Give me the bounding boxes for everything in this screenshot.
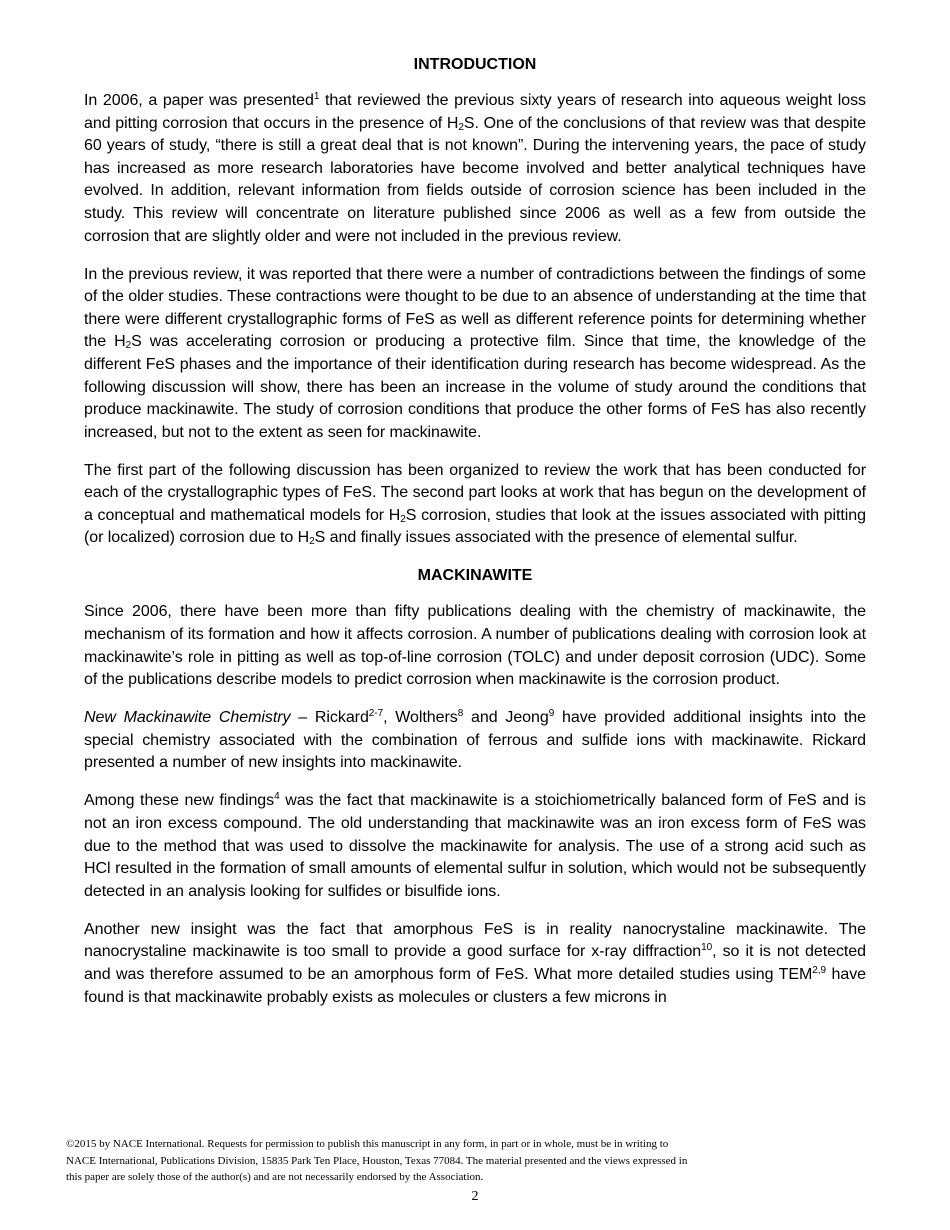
mackinawite-paragraph-2 xyxy=(84,707,866,775)
mackinawite-paragraph-1: Since 2006, there have been more than fifty publications dealing with the chemistry of mackinawite, the mechanism of its formation and how it affects corrosion. A number of publications dealing with corrosion look at mackinawite’s role in pitting as well as top-of-line corrosion (TOLC) and under deposit corrosion (UDC). Some of the publications describe models to predict corrosion when mackinawite is the corrosion product. xyxy=(84,603,866,689)
text-span: The first part of the following discussion has been organized to review the work that has been conducted for each of the crystallographic types of FeS. The second part looks at work that has begun on the development of a conceptual and mathematical models for H xyxy=(84,461,866,524)
reference-superscript: 10 xyxy=(701,942,713,954)
text-span: S was accelerating corrosion or producing a protective film. Since that time, the knowledge of the different FeS phases and the importance of their identification during research has become widespread. As the following discussion will show, there has been an increase in the volume of study around the conditions that produce mackinawite. The study of corrosion conditions that produce the other forms of FeS has also recently increased, but not to the extent as seen for mackinawite. xyxy=(84,333,866,441)
subscript: 2 xyxy=(309,536,315,548)
text-span: S corrosion, studies that look at the issues associated with pitting (or localized) corrosion due to H xyxy=(84,506,866,547)
copyright-line-2: NACE International, Publications Division, 15835 Park Ten Place, Houston, Texas 77084. The material presented and the views expressed in xyxy=(66,1154,688,1167)
mackinawite-paragraph-3 xyxy=(84,790,866,903)
text-span: , Wolthers xyxy=(383,709,458,727)
copyright-line-1: ©2015 by NACE International. Requests for permission to publish this manuscript in any form, in part or in whole, must be in writing to xyxy=(66,1138,669,1150)
text-span: have found is that mackinawite probably exists as molecules or clusters a few microns in xyxy=(84,965,866,1006)
subscript: 2 xyxy=(458,121,464,133)
reference-superscript: 9 xyxy=(548,708,555,720)
text-span: Among these new findings xyxy=(84,792,275,810)
copyright-line-3: this paper are solely those of the author(s) and are not necessarily endorsed by the Association. xyxy=(66,1171,484,1183)
reference-superscript: 2-7 xyxy=(368,708,384,720)
mackinawite-paragraph-4 xyxy=(84,919,866,1009)
text-span: have provided additional insights into the special chemistry associated with the combination of ferrous and sulfide ions with mackinawite. Rickard presented a number of new insights into mackinawite. xyxy=(84,709,866,772)
intro-paragraph-1 xyxy=(84,90,866,248)
copyright-footer xyxy=(66,1136,786,1186)
intro-paragraph-2 xyxy=(84,264,866,445)
text-span: , so it is not detected and was therefore assumed to be an amorphous form of FeS. What more detailed studies using TEM xyxy=(84,943,866,983)
text-span: In 2006, a paper was presented xyxy=(84,92,314,109)
page-number: 2 xyxy=(471,1189,479,1204)
reference-superscript: 8 xyxy=(457,708,464,720)
section-heading-mackinawite: MACKINAWITE xyxy=(417,567,533,585)
text-span: and Jeong xyxy=(463,709,549,727)
text-span: S and finally issues associated with the presence of elemental sulfur. xyxy=(314,529,798,547)
text-span: that reviewed the previous sixty years of research into aqueous weight loss and pitting corrosion that occurs in the presence of H xyxy=(84,92,866,132)
reference-superscript: 2,9 xyxy=(812,964,827,976)
text-span: Another new insight was the fact that amorphous FeS is in reality nanocrystaline mackinawite. The nanocrystaline mackinawite is too small to provide a good surface for x-ray diffraction xyxy=(84,920,866,961)
intro-paragraph-3 xyxy=(84,460,866,550)
text-span: In the previous review, it was reported that there were a number of contradictions between the findings of some of the older studies. These contractions were thought to be due to an absence of understanding at the time that there were different crystallographic forms of FeS as well as different reference points for determining whether the H xyxy=(84,265,866,351)
text-span: – Rickard xyxy=(290,709,369,727)
reference-superscript: 1 xyxy=(313,91,320,102)
page-body xyxy=(84,54,866,1025)
subscript: 2 xyxy=(125,340,132,352)
subscript: 2 xyxy=(400,513,406,525)
reference-superscript: 4 xyxy=(274,791,280,803)
section-heading-introduction: INTRODUCTION xyxy=(413,56,537,73)
text-span: was the fact that mackinawite is a stoichiometrically balanced form of FeS and is not an iron excess compound. The old understanding that mackinawite was an iron excess form of FeS was due to the method that was used to dissolve the mackinawite for analysis. The use of a strong acid such as HCl resulted in the formation of small amounts of elemental sulfur in solution, which would not be subsequently detected in an analysis looking for sulfides or bisulfide ions. xyxy=(84,792,866,900)
text-span: S. One of the conclusions of that review was that despite 60 years of study, “there is still a great deal that is not known”. During the intervening years, the pace of study has increased as more research laboratories have become involved and better analytical techniques have evolved. In addition, relevant information from fields outside of corrosion science has been included in the study. This review will concentrate on literature published since 2006 as well as a few from outside the corrosion that are slightly older and were not included in the previous review. xyxy=(84,114,867,245)
subsection-lead-title: New Mackinawite Chemistry xyxy=(84,709,291,727)
